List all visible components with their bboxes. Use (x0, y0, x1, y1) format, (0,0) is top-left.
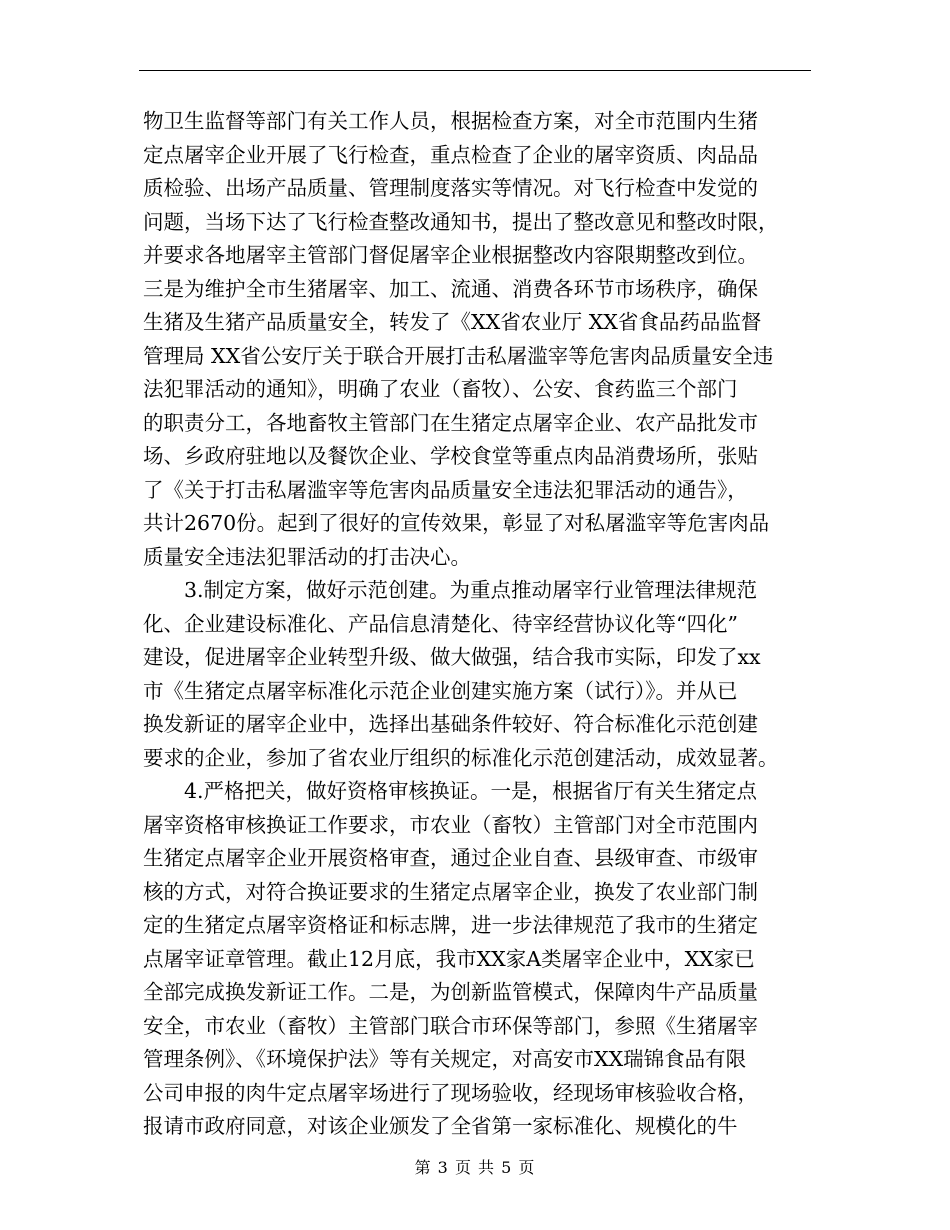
page-footer: 第 3 页 共 5 页 (414, 1158, 536, 1177)
text-line: 问题，当场下达了飞行检查整改通知书，提出了整改意见和整改时限， (143, 209, 779, 234)
text-line: 三是为维护全市生猪屠宰、加工、流通、消费各环节市场秩序，确保 (143, 276, 758, 301)
text-line: 并要求各地屠宰主管部门督促屠宰企业根据整改内容限期整改到位。 (143, 243, 758, 267)
text-line: 市《生猪定点屠宰标准化示范企业创建实施方案（试行）》。并从已 (143, 678, 738, 703)
text-line: 报请市政府同意，对该企业颁发了全省第一家标准化、规模化的牛 (143, 1114, 738, 1138)
text-line: 核的方式，对符合换证要求的生猪定点屠宰企业，换发了农业部门制 (143, 879, 758, 904)
text-line: 生猪定点屠宰企业开展资格审查，通过企业自查、县级审查、市级审 (143, 846, 758, 870)
text-line: 生猪及生猪产品质量安全，转发了《XX省农业厅 XX省食品药品监督 (143, 310, 762, 334)
text-line: 了《关于打击私屠滥宰等危害肉品质量安全违法犯罪活动的通告》， (143, 477, 748, 502)
body-text (143, 105, 813, 1144)
header-rule (139, 70, 811, 71)
text-line: 建设，促进屠宰企业转型升级、做大做强，结合我市实际，印发了xx (143, 645, 761, 669)
text-line: 屠宰资格审核换证工作要求，市农业（畜牧）主管部门对全市范围内 (143, 812, 758, 837)
text-line: 质量安全违法犯罪活动的打击决心。 (143, 544, 471, 569)
text-line: 的职责分工，各地畜牧主管部门在生猪定点屠宰企业、农产品批发市 (143, 410, 758, 435)
text-line: 要求的企业，参加了省农业厅组织的标准化示范创建活动，成效显著。 (143, 745, 779, 770)
paragraph-start-line: 3.制定方案，做好示范创建。为重点推动屠宰行业管理法律规范 (184, 578, 758, 602)
text-line: 法犯罪活动的通知》，明确了农业（畜牧）、公安、食药监三个部门 (143, 377, 738, 401)
text-line: 物卫生监督等部门有关工作人员，根据检查方案，对全市范围内生猪 (143, 109, 758, 133)
text-line: 场、乡政府驻地以及餐饮企业、学校食堂等重点肉品消费场所，张贴 (143, 444, 758, 468)
text-line: 公司申报的肉牛定点屠宰场进行了现场验收，经现场审核验收合格， (143, 1080, 758, 1105)
text-line: 定的生猪定点屠宰资格证和标志牌，进一步法律规范了我市的生猪定 (143, 913, 758, 937)
text-line: 全部完成换发新证工作。二是，为创新监管模式，保障肉牛产品质量 (143, 980, 758, 1004)
paragraph-start-line: 4.严格把关，做好资格审核换证。一是，根据省厅有关生猪定点 (184, 779, 758, 803)
text-line: 管理局 XX省公安厅关于联合开展打击私屠滥宰等危害肉品质量安全违 (143, 343, 774, 368)
text-line: 安全，市农业（畜牧）主管部门联合市环保等部门，参照《生猪屠宰 (143, 1013, 758, 1038)
text-line: 管理条例》、《环境保护法》等有关规定，对高安市XX瑞锦食品有限 (143, 1047, 747, 1071)
text-line: 定点屠宰企业开展了飞行检查，重点检查了企业的屠宰资质、肉品品 (143, 142, 758, 167)
text-line: 点屠宰证章管理。截止12月底，我市XX家A类屠宰企业中，XX家已 (143, 946, 755, 971)
text-line: 化、企业建设标准化、产品信息清楚化、待宰经营协议化等“四化” (143, 611, 738, 636)
text-line: 换发新证的屠宰企业中，选择出基础条件较好、符合标准化示范创建 (143, 712, 758, 736)
text-line: 共计2670份。起到了很好的宣传效果，彰显了对私屠滥宰等危害肉品 (143, 511, 770, 535)
text-line: 质检验、出场产品质量、管理制度落实等情况。对飞行检查中发觉的 (143, 176, 758, 200)
